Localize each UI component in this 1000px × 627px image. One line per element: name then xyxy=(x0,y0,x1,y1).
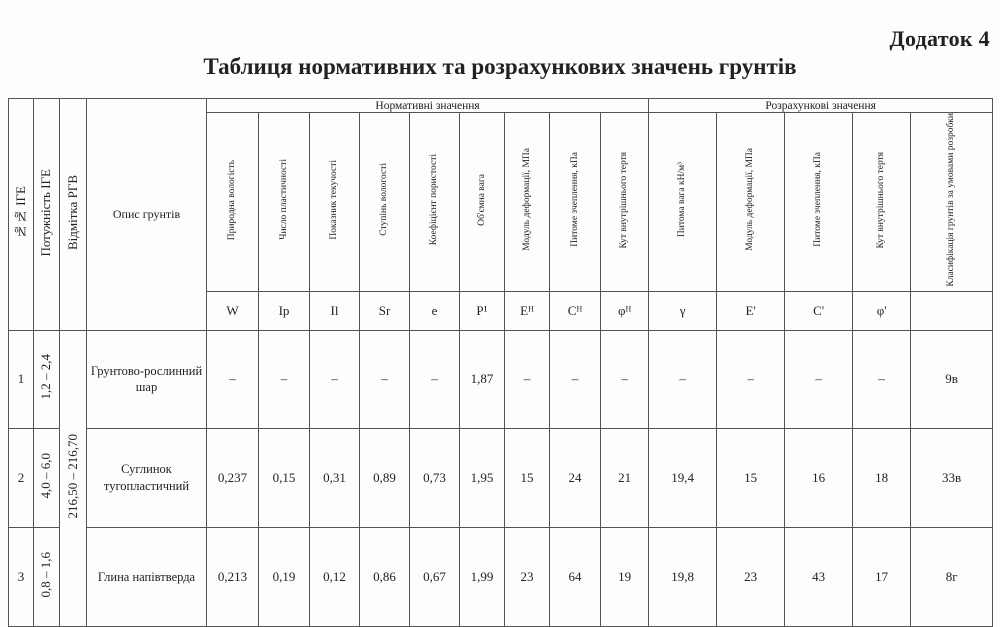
row-description: Суглинок тугопластичний xyxy=(87,428,207,527)
param-name-header: Число пластичності xyxy=(259,113,310,292)
table-cell: 0,12 xyxy=(310,527,360,626)
col-mark-header: Відмітка РГВ xyxy=(60,99,87,331)
table-cell: 43 xyxy=(785,527,853,626)
table-cell: 19,8 xyxy=(649,527,717,626)
table-cell: 15 xyxy=(505,428,550,527)
col-no-header: №№ ІГЕ xyxy=(9,99,34,331)
table-cell: – xyxy=(410,330,460,428)
group-design-header: Розрахункові значення xyxy=(649,99,993,113)
table-cell: 19,4 xyxy=(649,428,717,527)
param-symbol: W xyxy=(207,291,259,330)
table-cell: 0,73 xyxy=(410,428,460,527)
param-symbol: φ' xyxy=(853,291,911,330)
table-cell: 0,15 xyxy=(259,428,310,527)
table-cell: 8г xyxy=(911,527,993,626)
table-cell: 33в xyxy=(911,428,993,527)
table-cell: – xyxy=(505,330,550,428)
mark-value: 216,50 – 216,70 xyxy=(60,330,87,626)
table-cell: 0,213 xyxy=(207,527,259,626)
table-cell: 1,95 xyxy=(460,428,505,527)
table-cell: 23 xyxy=(505,527,550,626)
table-cell: – xyxy=(717,330,785,428)
param-symbol: Cᴴ xyxy=(550,291,601,330)
param-name-header: Питома вага кН/м³ xyxy=(649,113,717,292)
table-cell: 15 xyxy=(717,428,785,527)
table-cell: 0,67 xyxy=(410,527,460,626)
row-thickness: 1,2 – 2,4 xyxy=(34,330,60,428)
param-symbol: Il xyxy=(310,291,360,330)
param-name-header: Об'ємна вага xyxy=(460,113,505,292)
param-name-header: Питоме зчеплення, кПа xyxy=(785,113,853,292)
row-no: 1 xyxy=(9,330,34,428)
table-cell: 0,237 xyxy=(207,428,259,527)
table-cell: 9в xyxy=(911,330,993,428)
table-cell: – xyxy=(853,330,911,428)
param-symbol: E' xyxy=(717,291,785,330)
row-no: 3 xyxy=(9,527,34,626)
table-cell: 64 xyxy=(550,527,601,626)
table-cell: 23 xyxy=(717,527,785,626)
table-cell: – xyxy=(259,330,310,428)
row-no: 2 xyxy=(9,428,34,527)
param-name-header: Питоме зчеплення, кПа xyxy=(550,113,601,292)
param-name-header: Кут внутрішнього тертя xyxy=(853,113,911,292)
param-symbol: Sr xyxy=(360,291,410,330)
param-symbol: e xyxy=(410,291,460,330)
table-cell: 0,19 xyxy=(259,527,310,626)
param-symbol: Ip xyxy=(259,291,310,330)
param-name-header: Природна вологість xyxy=(207,113,259,292)
table-cell: 18 xyxy=(853,428,911,527)
table-cell: – xyxy=(207,330,259,428)
col-desc-header: Опис грунтів xyxy=(87,99,207,331)
table-cell: 21 xyxy=(601,428,649,527)
param-name-header: Кут внутрішнього тертя xyxy=(601,113,649,292)
param-symbol: γ xyxy=(649,291,717,330)
col-thickness-header: Потужність ІГЕ xyxy=(34,99,60,331)
param-name-header: Модуль деформації, МПа xyxy=(505,113,550,292)
row-description: Грунтово-рослинний шар xyxy=(87,330,207,428)
param-symbol: P¹ xyxy=(460,291,505,330)
table-cell: 24 xyxy=(550,428,601,527)
param-name-header: Модуль деформації, МПа xyxy=(717,113,785,292)
param-name-header: Показник текучості xyxy=(310,113,360,292)
table-cell: – xyxy=(601,330,649,428)
table-cell: 17 xyxy=(853,527,911,626)
row-thickness: 0,8 – 1,6 xyxy=(34,527,60,626)
param-name-header: Ступінь вологості xyxy=(360,113,410,292)
soil-values-table xyxy=(8,98,993,627)
table-cell: – xyxy=(360,330,410,428)
table-cell: 19 xyxy=(601,527,649,626)
table-cell: – xyxy=(649,330,717,428)
param-symbol: Eᴴ xyxy=(505,291,550,330)
table-cell: – xyxy=(310,330,360,428)
param-symbol xyxy=(911,291,993,330)
table-cell: 0,31 xyxy=(310,428,360,527)
table-cell: 0,86 xyxy=(360,527,410,626)
row-thickness: 4,0 – 6,0 xyxy=(34,428,60,527)
appendix-label: Додаток 4 xyxy=(889,26,990,51)
param-symbol: C' xyxy=(785,291,853,330)
group-normative-header: Нормативні значення xyxy=(207,99,649,113)
table-cell: – xyxy=(550,330,601,428)
table-cell: – xyxy=(785,330,853,428)
param-name-header: Коефіцієнт пористості xyxy=(410,113,460,292)
table-cell: 1,99 xyxy=(460,527,505,626)
table-cell: 0,89 xyxy=(360,428,410,527)
row-description: Глина напівтверда xyxy=(87,527,207,626)
table-cell: 1,87 xyxy=(460,330,505,428)
page-title: Таблиця нормативних та розрахункових значень грунтів xyxy=(203,54,797,79)
param-symbol: φᴴ xyxy=(601,291,649,330)
table-cell: 16 xyxy=(785,428,853,527)
param-name-header: Класифікація грунтів за умовами розробки xyxy=(911,113,993,292)
